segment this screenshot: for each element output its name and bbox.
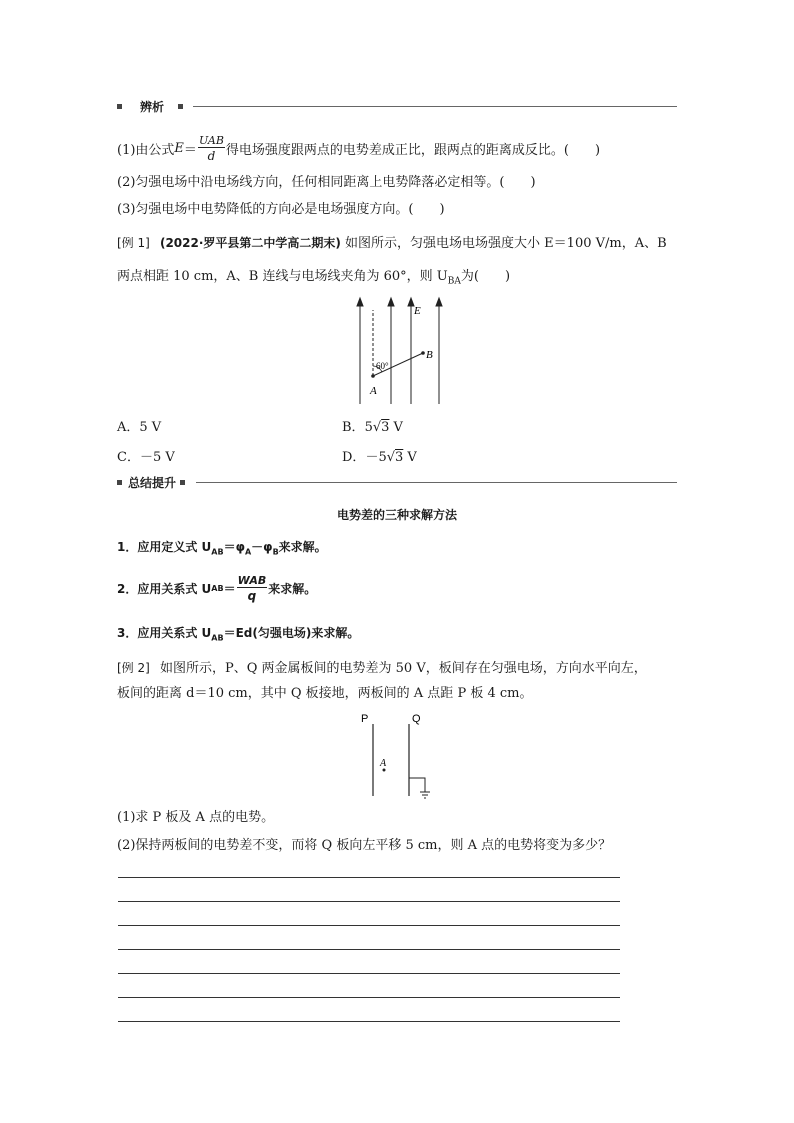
bullet-square-icon (117, 104, 122, 109)
bullet-square-icon (180, 480, 185, 485)
answer-line[interactable] (118, 997, 620, 998)
section-header-analysis (117, 98, 183, 115)
example2-question-1: (1)求 P 板及 A 点的电势。 (117, 810, 275, 825)
plate-Q-label: Q (412, 713, 421, 725)
answer-line[interactable] (118, 877, 620, 878)
section-title: 总结提升 (128, 476, 177, 490)
method-1: 1．应用定义式 $U_{AB}=\varphi_A-\varphi_B$来求解。 (117, 540, 327, 557)
example2-line2: 板间的距离 d＝10 cm，其中 Q 板接地，两板间的 A 点距 P 板 4 cm。 (117, 686, 533, 701)
section-divider (193, 106, 677, 107)
section-header-summary (117, 474, 185, 491)
bullet-square-icon (117, 480, 122, 485)
analysis-item-2: (2)匀强电场中沿电场线方向，任何相同距离上电势降落必定相等。( ) (117, 175, 536, 190)
plate-P-label: P (361, 713, 369, 725)
example1-line2: 两点相距 10 cm，A、B 连线与电场线夹角为 60°，则 $U_{BA}$为( ) (117, 269, 511, 287)
section-divider (196, 482, 677, 483)
option-a[interactable]: A．5 V (117, 420, 162, 435)
example1-line1: [例 1] (2022·罗平县第二中学高二期末) 如图所示，匀强电场电场强度大小 E＝100 V/m，A、B (117, 236, 667, 251)
section-title: 辨析 (140, 100, 165, 114)
example2-plates-diagram (358, 710, 438, 802)
formula-fraction: $\frac{\text{WAB}}{q}$ (237, 573, 267, 603)
example-tag: [例 1] (117, 236, 150, 250)
point-A-label: A (370, 385, 377, 397)
answer-line[interactable] (118, 901, 620, 902)
answer-line[interactable] (118, 1021, 620, 1022)
answer-line[interactable] (118, 949, 620, 950)
point-A-label: A (380, 758, 387, 769)
bullet-square-icon (178, 104, 183, 109)
answer-line[interactable] (118, 925, 620, 926)
example-tag: [例 2] (117, 661, 150, 675)
example1-field-diagram (340, 296, 450, 406)
option-c[interactable]: C．－5 V (117, 450, 175, 465)
summary-subtitle: 电势差的三种求解方法 (336, 508, 457, 522)
analysis-item-3: (3)匀强电场中电势降低的方向必是电场强度方向。( ) (117, 202, 445, 217)
example2-question-2: (2)保持两板间的电势差不变，而将 Q 板向左平移 5 cm，则 A 点的电势将变为多少？ (117, 838, 612, 853)
method-3: 3．应用关系式 $U_{AB}=Ed$(匀强电场)来求解。 (117, 626, 360, 643)
example2-line1: [例 2] 如图所示，P、Q 两金属板间的电势差为 50 V，板间存在匀强电场，方向水平向左， (117, 661, 647, 676)
method-2: 2．应用关系式 U AB ＝ $\frac{\text{WAB}}{q}$ 来求解。 (117, 573, 317, 603)
option-b[interactable]: B．5√3 V (342, 420, 403, 435)
angle-label: 60° (376, 361, 389, 371)
field-E-label: E (414, 305, 421, 317)
option-d[interactable]: D．－5√3 V (342, 450, 417, 465)
analysis-item-1: (1)由公式 E ＝ $\frac{\text{UAB}}{d}$ 得电场强度跟两点的电势差成正比，跟两点的距离成反比。( ) (117, 133, 601, 163)
answer-line[interactable] (118, 973, 620, 974)
formula-fraction: $\frac{\text{UAB}}{d}$ (198, 133, 224, 163)
point-B-label: B (426, 349, 433, 361)
